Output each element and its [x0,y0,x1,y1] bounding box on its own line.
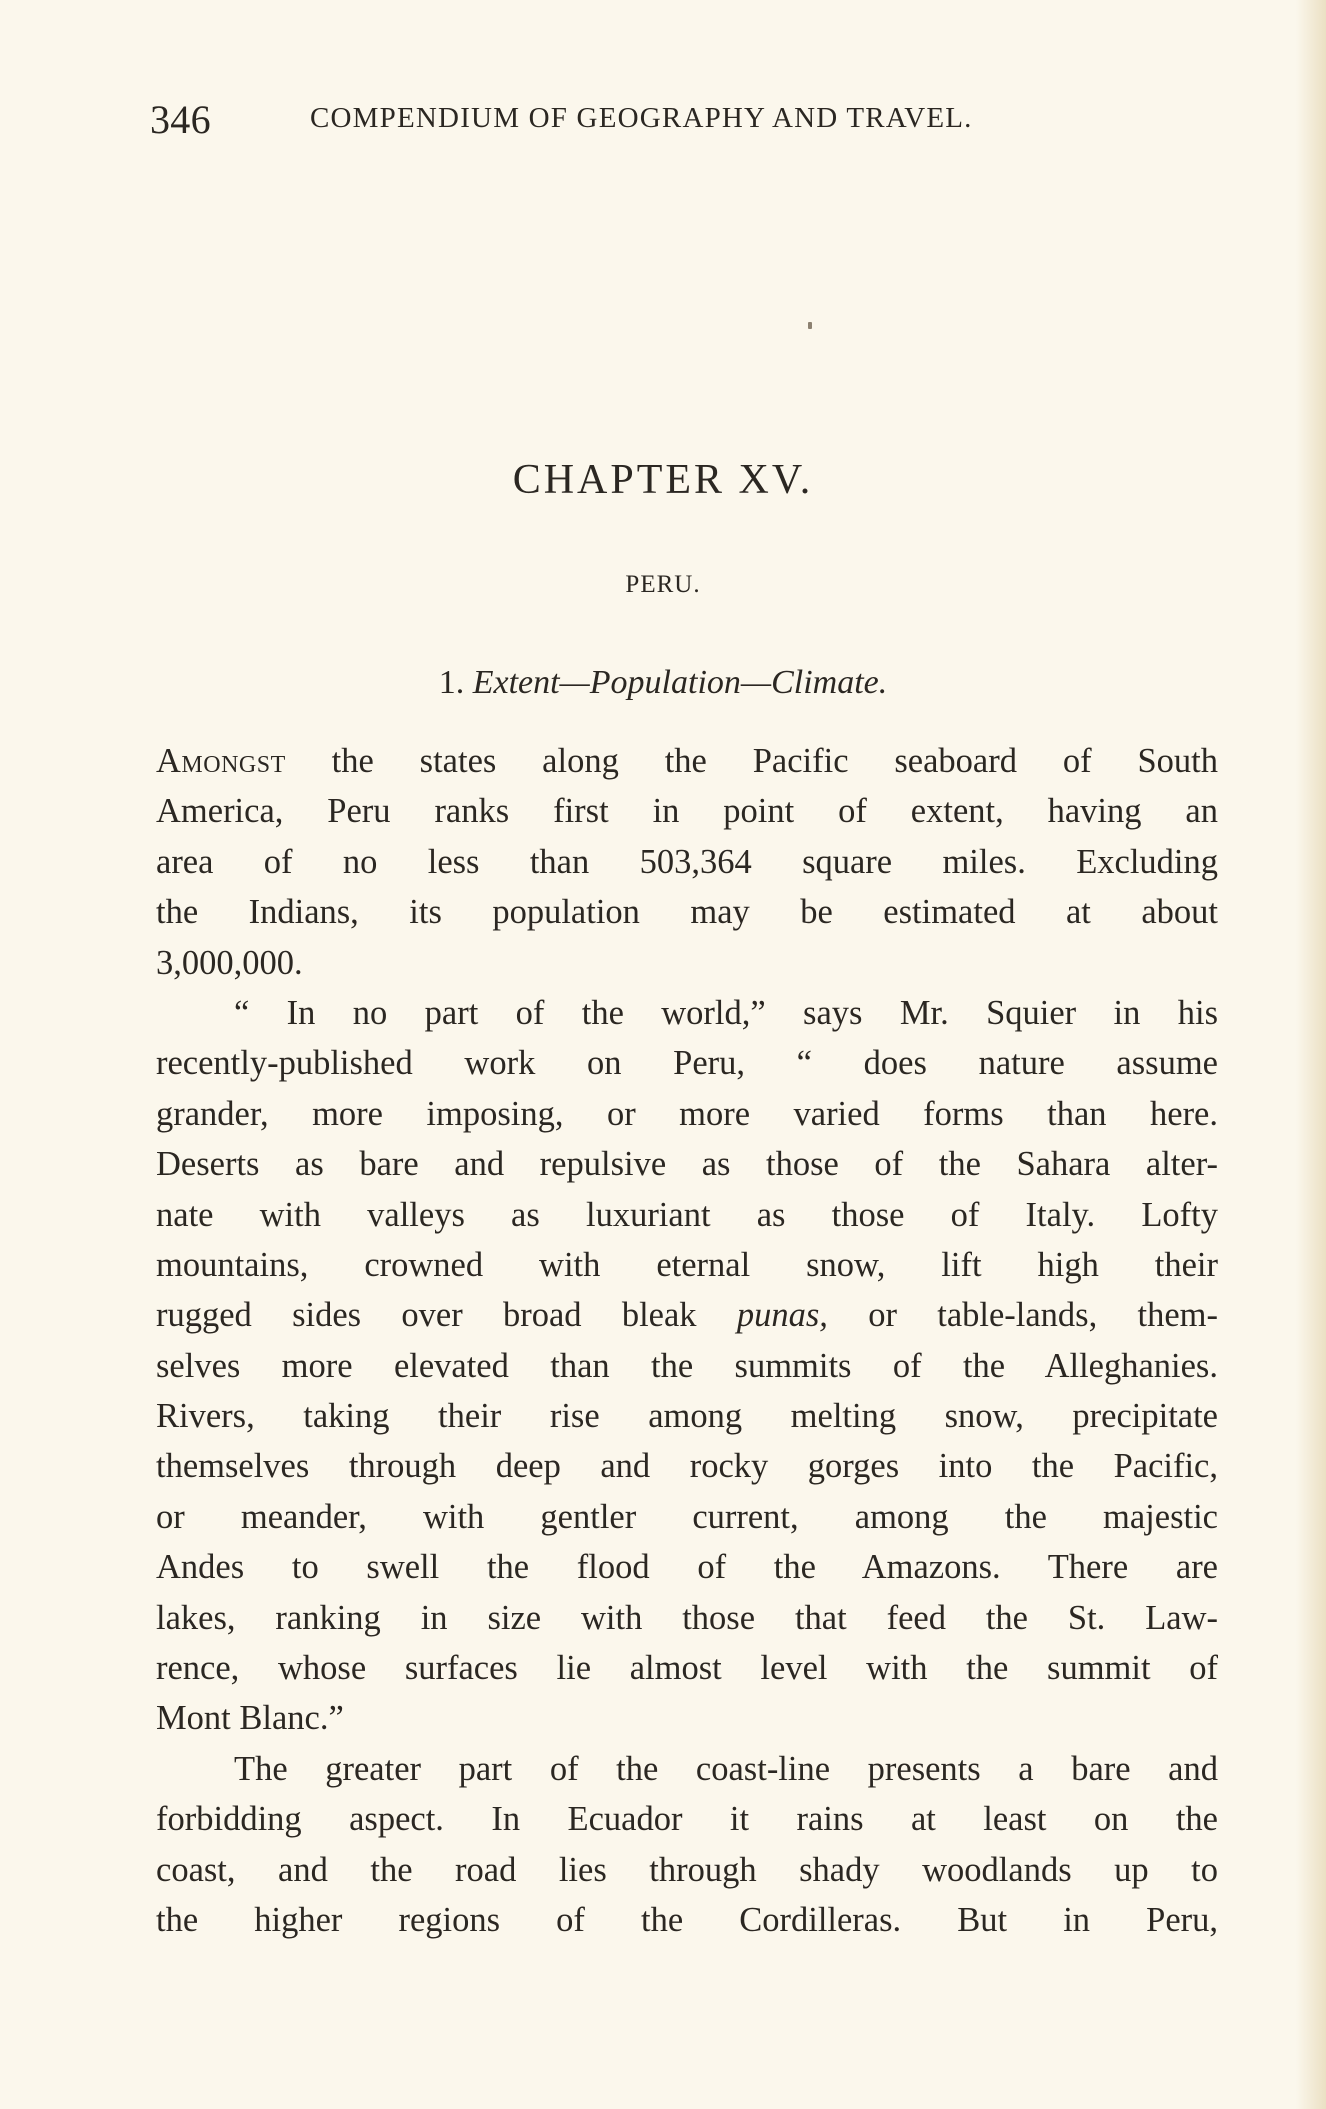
running-head [150,92,1230,142]
section-title: Extent—Population—Climate. [472,664,888,701]
text-line: “ In no part of the world,” says Mr. Squier in his [234,993,1218,1032]
text-fragment: rugged sides over broad bleak [156,1296,737,1335]
text-line: mountains, crowned with eternal snow, lift high their [156,1245,1218,1284]
body-text [156,736,1218,1945]
text-line: themselves through deep and rocky gorges into the Pacific, [156,1447,1218,1486]
text-line: America, Peru ranks first in point of extent, having an [156,792,1218,831]
text-line: The greater part of the coast-line presents a bare and [234,1749,1218,1788]
text-line: recently-published work on Peru, “ does nature assume [156,1044,1218,1083]
chapter-subject: PERU. [625,571,701,598]
text-line: Rivers, taking their rise among melting snow, precipitate [156,1397,1218,1436]
text-line [156,736,1218,786]
text-line: the higher regions of the Cordilleras. But in Peru, [156,1900,1218,1939]
chapter-title: CHAPTER XV. [512,457,814,503]
text-line: area of no less than 503,364 square miles. Excluding [156,842,1218,881]
paragraph-lead-smallcaps: Amongst [156,742,286,780]
text-line: 3,000,000. [156,943,303,982]
section-heading [0,664,1326,702]
text-fragment: or table-lands, them- [827,1296,1218,1335]
text-line [156,1290,1218,1340]
text-line: forbidding aspect. In Ecuador it rains at least on the [156,1800,1218,1839]
text-line: Mont Blanc.” [156,1699,344,1738]
text-line: or meander, with gentler current, among the majestic [156,1497,1218,1536]
italic-term: punas, [736,1296,828,1335]
text-line: Deserts as bare and repulsive as those of the Sahara alter- [156,1145,1218,1184]
page-number: 346 [150,97,211,142]
text-line: Andes to swell the flood of the Amazons. There are [156,1548,1218,1587]
text-line: coast, and the road lies through shady woodlands up to [156,1850,1218,1889]
text-line: grander, more imposing, or more varied forms than here. [156,1094,1218,1133]
text-line: the Indians, its population may be estimated at about [156,893,1218,932]
ink-speck [808,322,812,329]
text-line: selves more elevated than the summits of the Alleghanies. [156,1346,1218,1385]
text-line: rence, whose surfaces lie almost level with the summit of [156,1649,1218,1688]
text-fragment: the states along the Pacific seaboard of South [285,742,1218,780]
section-number: 1. [438,664,465,701]
text-line: nate with valleys as luxuriant as those of Italy. Lofty [156,1195,1218,1234]
page-edge-shadow [1296,0,1326,2109]
text-line: lakes, ranking in size with those that feed the St. Law- [156,1598,1218,1637]
running-head-title: COMPENDIUM OF GEOGRAPHY AND TRAVEL. [310,102,973,134]
